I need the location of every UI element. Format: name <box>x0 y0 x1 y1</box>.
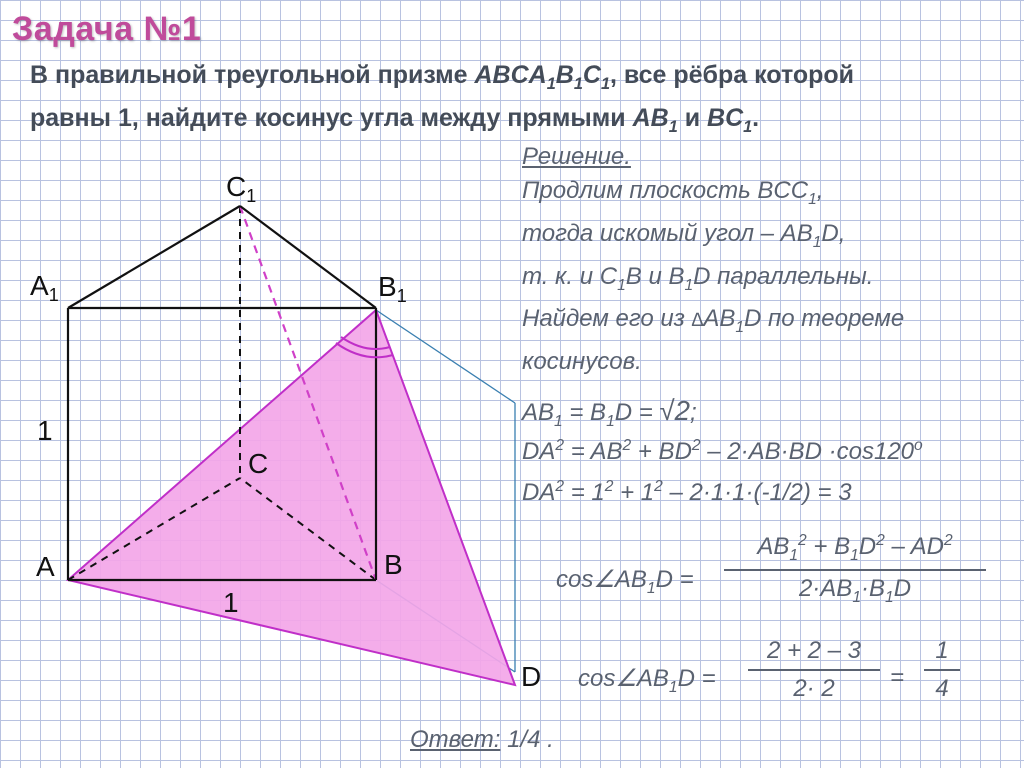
cos-formula-numerator: $AB_1^2 + B_1D^2 - AD^2$ <box>757 532 953 564</box>
cos-result-equals: = <box>890 664 905 691</box>
vertex-label-a: A <box>36 551 55 582</box>
vertex-label-b1: $B_1$ <box>378 271 407 306</box>
cos-result-value <box>924 637 960 703</box>
answer-value: 1/4 . <box>500 726 554 753</box>
solution-line: Найдем его из $\Delta AB_1D$ по теореме <box>522 305 905 337</box>
cos-result-numerator: 2 + 2 – 3 <box>766 637 862 664</box>
solution-line: т. к. и $C_1B$ и $B_1D$ параллельны. <box>522 262 874 294</box>
problem-text: и <box>677 104 708 132</box>
answer-label: Ответ: <box>410 726 501 753</box>
fraction-bar <box>724 569 986 571</box>
answer <box>410 726 554 754</box>
formula-cosine-law: $DA^2 = AB^2 + BD^2 - 2\cdot AB\cdot BD \cdot\cos 120^o$ <box>522 437 923 465</box>
cos-result-lhs: $\cos\angle AB_1D$ = <box>578 665 716 696</box>
slide-title: Задача №1 <box>12 10 202 48</box>
formula-ab1-b1d: $AB_1 = B_1D = √2$; <box>522 395 697 430</box>
edge-length-side: 1 <box>37 415 53 446</box>
solution-text <box>522 140 1012 379</box>
edge-length-base: 1 <box>223 587 239 618</box>
line-ab1: $AB_1$ <box>632 104 678 136</box>
solution-heading: Решение. <box>522 143 631 170</box>
fraction-bar <box>748 669 880 671</box>
cos-result-value-num: 1 <box>935 637 949 664</box>
problem-text: В правильной треугольной призме <box>30 61 475 89</box>
edge-a1c1 <box>68 206 240 308</box>
cos-result-fraction <box>748 637 880 703</box>
vertex-label-c: C <box>248 448 269 479</box>
cos-result-value-den: 4 <box>935 675 949 702</box>
edge-c1b1 <box>240 206 376 308</box>
cos-formula-fraction <box>724 532 986 607</box>
triangle-ab1d <box>68 310 515 685</box>
vertex-label-a1: $A_1$ <box>30 270 59 305</box>
cos-formula-denominator: $2\cdot AB_1\cdot B_1D$ <box>798 574 912 606</box>
solution-line: тогда искомый угол – $AB_1D$, <box>522 219 846 251</box>
formula-da-squared: $DA^2 = 1^2 + 1^2 - 2\cdot 1\cdot 1\cdot(-1/2) = 3$ <box>522 478 852 506</box>
problem-text: , все рёбра которой <box>609 61 855 89</box>
fraction-bar <box>924 669 960 671</box>
solution-line: Продлим плоскость $BCC_1$, <box>522 177 824 208</box>
cos-result-denominator: 2· 2 <box>793 675 835 702</box>
solution-line: косинусов. <box>522 348 642 376</box>
line-bc1: $BC_1$ <box>707 104 753 136</box>
vertex-label-d: D <box>521 661 542 692</box>
vertex-label-c1: $C_1$ <box>226 171 257 206</box>
problem-text: равны 1, найдите косинус угла между прямыми <box>30 104 633 132</box>
problem-text: . <box>752 104 760 132</box>
vertex-label-b: B <box>384 549 403 580</box>
prism-name: $ABCA_1B_1C_1$ <box>474 61 610 93</box>
cos-formula-lhs: $\cos\angle AB_1D$ = <box>556 566 694 597</box>
